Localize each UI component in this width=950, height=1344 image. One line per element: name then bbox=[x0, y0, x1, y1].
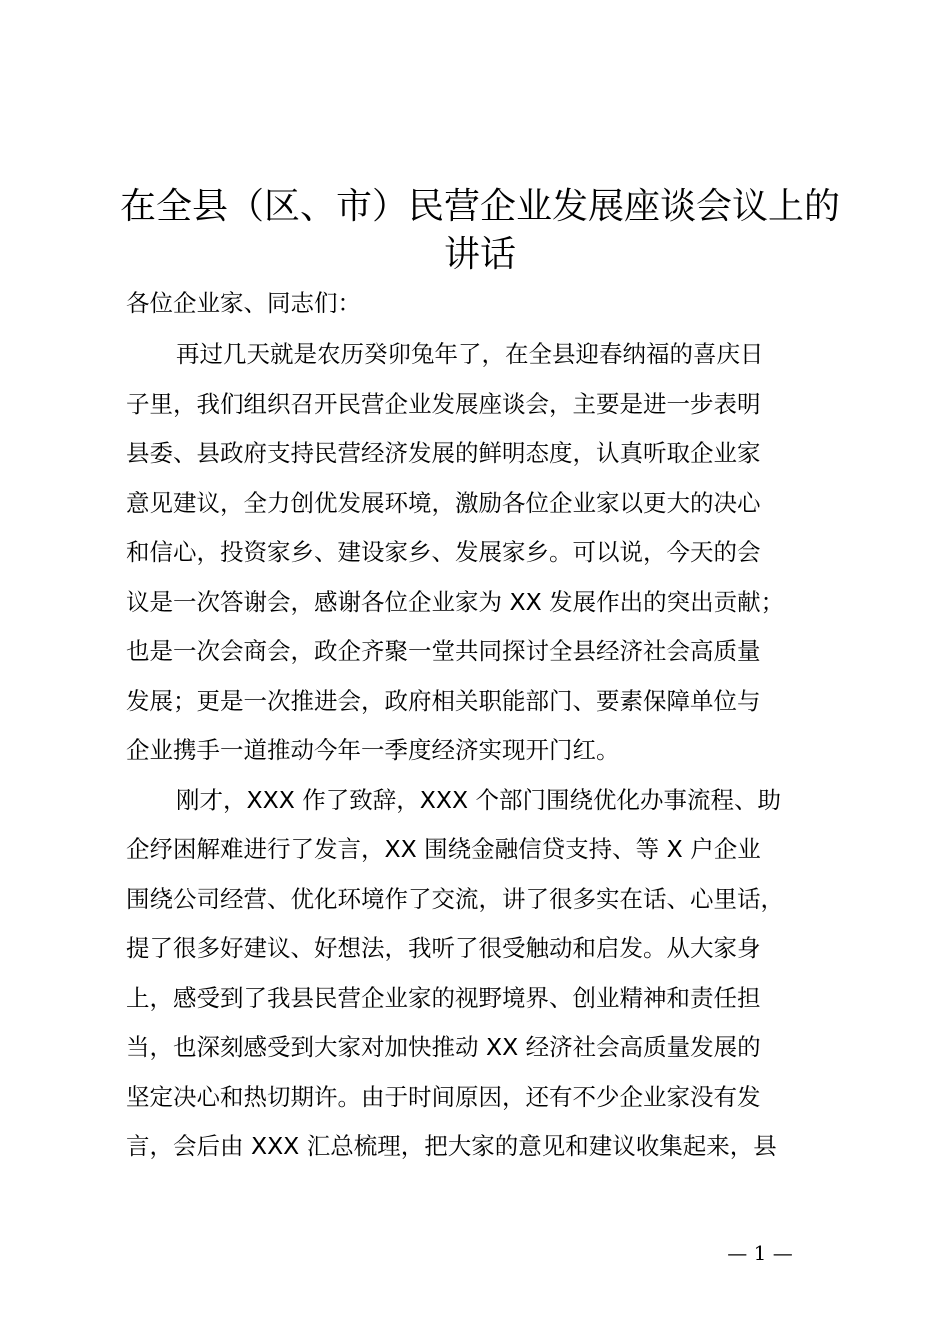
salutation: 各位企业家、同志们： bbox=[126, 289, 361, 317]
paragraph-2-line-7: 坚定决心和热切期许。由于时间原因，还有不少企业家没有发 bbox=[126, 1083, 761, 1111]
paragraph-2-line-3: 围绕公司经营、优化环境作了交流，讲了很多实在话、心里话， bbox=[126, 885, 784, 913]
paragraph-1-line-2: 子里，我们组织召开民营企业发展座谈会，主要是进一步表明 bbox=[126, 390, 761, 418]
page-number: — 1 — bbox=[727, 1241, 793, 1265]
paragraph-2-line-4: 提了很多好建议、好想法，我听了很受触动和启发。从大家身 bbox=[126, 934, 761, 962]
paragraph-2-line-2: 企纾困解难进行了发言，XX 围绕金融信贷支持、等 X 户企业 bbox=[126, 835, 761, 863]
paragraph-1-line-8: 发展；更是一次推进会，政府相关职能部门、要素保障单位与 bbox=[126, 687, 761, 715]
paragraph-1-line-3: 县委、县政府支持民营经济发展的鲜明态度，认真听取企业家 bbox=[126, 439, 761, 467]
paragraph-2-line-1: 刚才，XXX 作了致辞，XXX 个部门围绕优化办事流程、助 bbox=[176, 786, 782, 814]
paragraph-1-line-5: 和信心，投资家乡、建设家乡、发展家乡。可以说，今天的会 bbox=[126, 538, 761, 566]
paragraph-2-line-8: 言，会后由 XXX 汇总梳理，把大家的意见和建议收集起来，县 bbox=[126, 1132, 777, 1160]
paragraph-1-line-9: 企业携手一道推动今年一季度经济实现开门红。 bbox=[126, 736, 620, 764]
paragraph-2-line-5: 上，感受到了我县民营企业家的视野境界、创业精神和责任担 bbox=[126, 984, 761, 1012]
paragraph-2-line-6: 当，也深刻感受到大家对加快推动 XX 经济社会高质量发展的 bbox=[126, 1033, 761, 1061]
paragraph-1-line-6: 议是一次答谢会，感谢各位企业家为 XX 发展作出的突出贡献； bbox=[126, 588, 785, 616]
paragraph-1-line-1: 再过几天就是农历癸卯兔年了，在全县迎春纳福的喜庆日 bbox=[176, 340, 764, 368]
paragraph-1-line-4: 意见建议，全力创优发展环境，激励各位企业家以更大的决心 bbox=[126, 489, 761, 517]
paragraph-1-line-7: 也是一次会商会，政企齐聚一堂共同探讨全县经济社会高质量 bbox=[126, 637, 761, 665]
document-title-line-2: 讲话 bbox=[443, 234, 516, 275]
document-title-line-1: 在全县（区、市）民营企业发展座谈会议上的 bbox=[119, 186, 840, 227]
